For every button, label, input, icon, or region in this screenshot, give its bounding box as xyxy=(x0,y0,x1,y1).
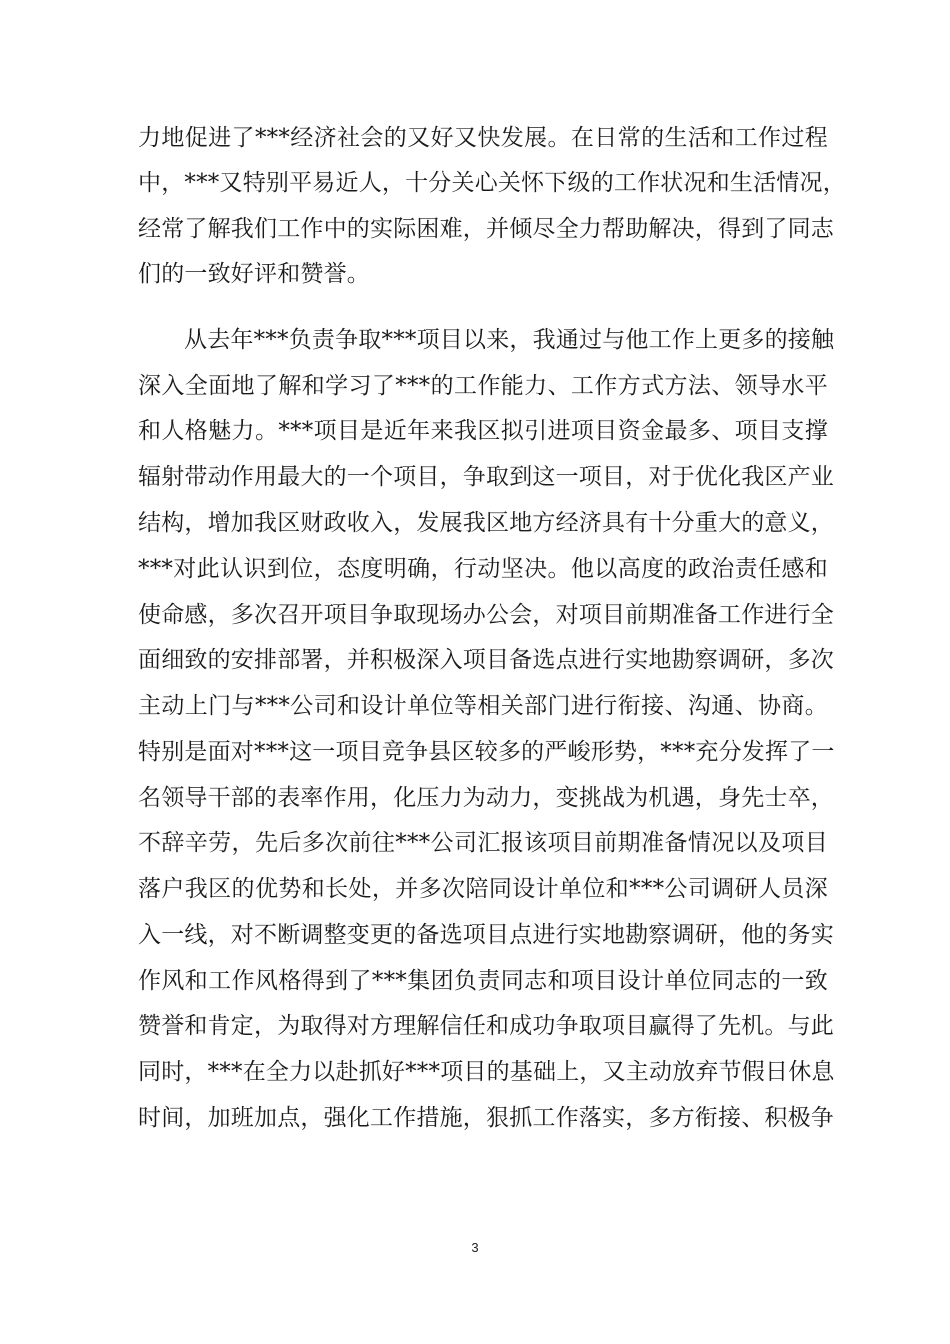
paragraph-2-line-12: 不辞辛劳，先后多次前往***公司汇报该项目前期准备情况以及项目 xyxy=(138,830,828,856)
paragraph-2-line-5: 结构，增加我区财政收入，发展我区地方经济具有十分重大的意义， xyxy=(138,510,834,536)
paragraph-2-line-2: 深入全面地了解和学习了***的工作能力、工作方式方法、领导水平 xyxy=(138,373,828,399)
paragraph-2-line-16: 赞誉和肯定，为取得对方理解信任和成功争取项目赢得了先机。与此 xyxy=(138,1013,834,1039)
paragraph-1-line-3: 经常了解我们工作中的实际困难，并倾尽全力帮助解决，得到了同志 xyxy=(138,216,834,242)
paragraph-2-line-7: 使命感，多次召开项目争取现场办公会，对项目前期准备工作进行全 xyxy=(138,602,834,628)
paragraph-2-line-10: 特别是面对***这一项目竞争县区较多的严峻形势，***充分发挥了一 xyxy=(138,739,835,765)
paragraph-1-line-2: 中，***又特别平易近人，十分关心关怀下级的工作状况和生活情况， xyxy=(138,170,846,196)
paragraph-2-line-14: 入一线，对不断调整变更的备选项目点进行实地勘察调研，他的务实 xyxy=(138,922,834,948)
paragraph-2-line-4: 辐射带动作用最大的一个项目，争取到这一项目，对于优化我区产业 xyxy=(138,464,834,490)
paragraph-2-line-1: 从去年***负责争取***项目以来，我通过与他工作上更多的接触 xyxy=(184,327,835,353)
paragraph-2-line-15: 作风和工作风格得到了***集团负责同志和项目设计单位同志的一致 xyxy=(138,968,828,994)
paragraph-1-line-4: 们的一致好评和赞誉。 xyxy=(138,261,370,287)
paragraph-2-line-9: 主动上门与***公司和设计单位等相关部门进行衔接、沟通、协商。 xyxy=(138,693,828,719)
paragraph-1-line-1: 力地促进了***经济社会的又好又快发展。在日常的生活和工作过程 xyxy=(138,125,828,151)
page-number: 3 xyxy=(471,1240,479,1255)
paragraph-2-line-8: 面细致的安排部署，并积极深入项目备选点进行实地勘察调研，多次 xyxy=(138,647,834,673)
paragraph-2-line-13: 落户我区的优势和长处，并多次陪同设计单位和***公司调研人员深 xyxy=(138,876,828,902)
paragraph-2-line-6: ***对此认识到位，态度明确，行动坚决。他以高度的政治责任感和 xyxy=(138,556,828,582)
paragraph-2-line-11: 名领导干部的表率作用，化压力为动力，变挑战为机遇，身先士卒， xyxy=(138,785,834,811)
paragraph-2-line-3: 和人格魅力。***项目是近年来我区拟引进项目资金最多、项目支撑 xyxy=(138,418,828,444)
paragraph-2-line-17: 同时，***在全力以赴抓好***项目的基础上，又主动放弃节假日休息 xyxy=(138,1059,835,1085)
paragraph-2-line-18: 时间，加班加点，强化工作措施，狠抓工作落实，多方衔接、积极争 xyxy=(138,1105,834,1131)
